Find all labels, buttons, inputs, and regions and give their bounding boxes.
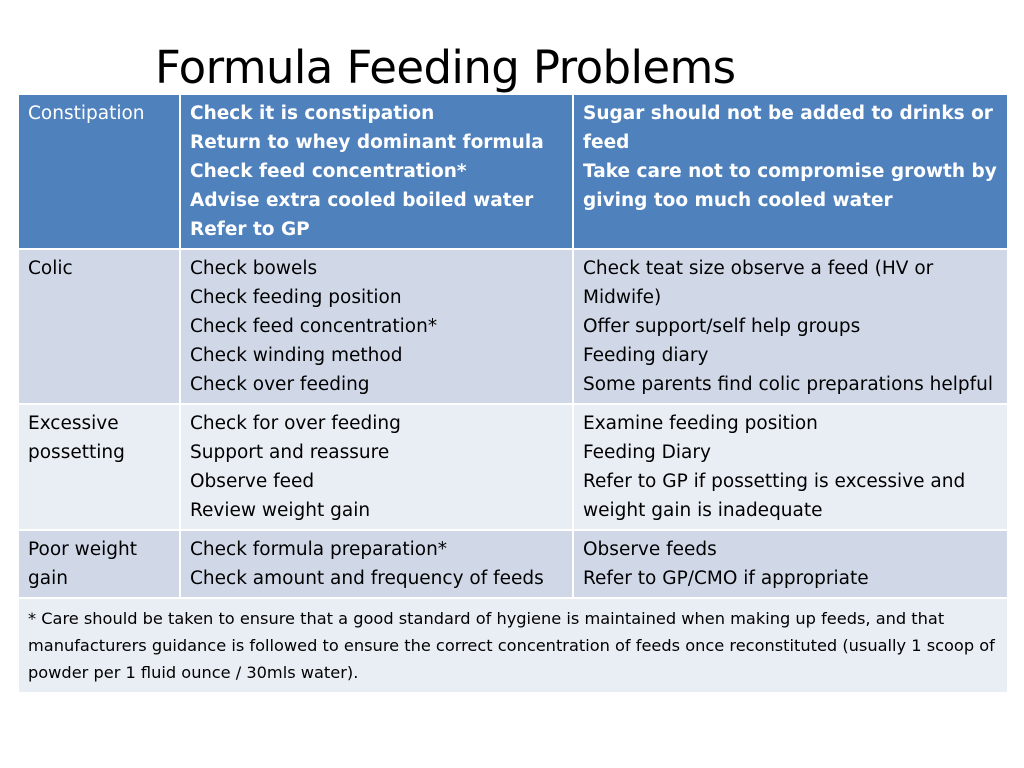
check-item: Return to whey dominant formula xyxy=(190,132,544,153)
slide-title: Formula Feeding Problems xyxy=(155,41,736,94)
problem-label: Constipation xyxy=(28,103,145,124)
table-row-constipation xyxy=(18,94,1008,249)
check-item: Check formula preparation* xyxy=(190,539,448,560)
checks-cell xyxy=(180,94,573,249)
advice-item: Sugar should not be added to drinks or feed xyxy=(583,103,993,153)
problem-cell xyxy=(18,94,180,249)
check-item: Support and reassure xyxy=(190,442,390,463)
problem-cell xyxy=(18,404,180,530)
table-row-footnote xyxy=(18,598,1008,693)
advice-item: Feeding diary xyxy=(583,345,709,366)
advice-item: Take care not to compromise growth by giving too much cooled water xyxy=(583,161,997,211)
advice-item: Check teat size observe a feed (HV or Midwife) xyxy=(583,258,934,308)
advice-item: Refer to GP/CMO if appropriate xyxy=(583,568,869,589)
check-item: Check over feeding xyxy=(190,374,370,395)
check-item: Review weight gain xyxy=(190,500,371,521)
advice-item: Offer support/self help groups xyxy=(583,316,861,337)
advice-cell xyxy=(573,530,1008,598)
check-item: Advise extra cooled boiled water xyxy=(190,190,534,211)
table-row-excessive-possetting xyxy=(18,404,1008,530)
check-item: Check for over feeding xyxy=(190,413,401,434)
checks-cell xyxy=(180,249,573,404)
problem-cell xyxy=(18,249,180,404)
check-item: Check it is constipation xyxy=(190,103,435,124)
check-item: Check amount and frequency of feeds xyxy=(190,568,544,589)
advice-item: Observe feeds xyxy=(583,539,717,560)
check-item: Check feeding position xyxy=(190,287,402,308)
footnote-cell xyxy=(18,598,1008,693)
advice-cell xyxy=(573,94,1008,249)
table-row-colic xyxy=(18,249,1008,404)
table-row-poor-weight-gain xyxy=(18,530,1008,598)
feeding-problems-table xyxy=(17,93,1009,694)
advice-item: Some parents find colic preparations helpful xyxy=(583,374,993,395)
advice-item: Feeding Diary xyxy=(583,442,711,463)
problem-label: Excessive possetting xyxy=(28,413,125,463)
problem-label: Poor weight gain xyxy=(28,539,137,589)
advice-cell xyxy=(573,404,1008,530)
footnote-text: * Care should be taken to ensure that a good standard of hygiene is maintained when making up feeds, and that manufacturers guidance is followed to ensure the correct concentration of feeds once reconstituted (usually 1 scoop of powder per 1 fluid ounce / 30mls water). xyxy=(28,609,995,682)
check-item: Check winding method xyxy=(190,345,403,366)
checks-cell xyxy=(180,404,573,530)
check-item: Check feed concentration* xyxy=(190,316,438,337)
checks-cell xyxy=(180,530,573,598)
problem-label: Colic xyxy=(28,258,73,279)
check-item: Check bowels xyxy=(190,258,318,279)
check-item: Check feed concentration* xyxy=(190,161,467,182)
check-item: Observe feed xyxy=(190,471,315,492)
check-item: Refer to GP xyxy=(190,219,310,240)
advice-item: Examine feeding position xyxy=(583,413,818,434)
problem-cell xyxy=(18,530,180,598)
advice-cell xyxy=(573,249,1008,404)
advice-item: Refer to GP if possetting is excessive and weight gain is inadequate xyxy=(583,471,966,521)
